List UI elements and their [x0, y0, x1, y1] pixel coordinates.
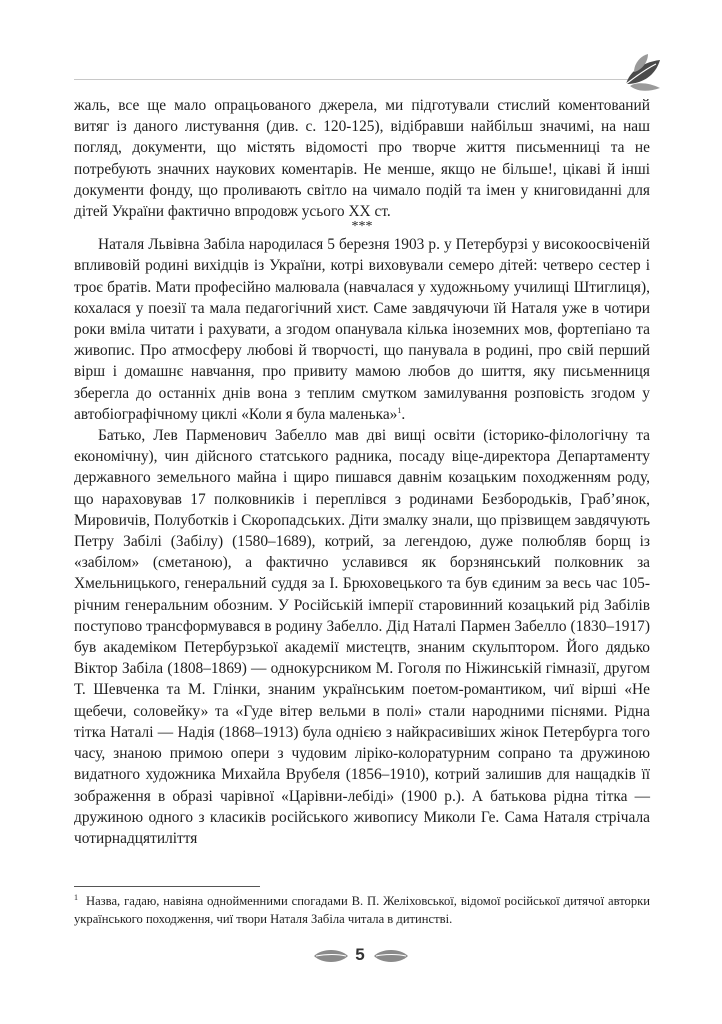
footnote-text: Назва, гадаю, навіяна однойменними спогадами В. П. Желіховської, відомої російської дитячої авторки українського походження, чиї твори Наталя Забіла читала в дитинстві.	[74, 894, 650, 926]
paragraph-birth-text: Наталя Львівна Забіла народилася 5 березня 1903 р. у Петербурзі у високоосвіченій впливовій родині вихідців із України, котрі виховували семеро дітей: четверо сестер і троє братів. Мати професійно малювала (навчалася у художньому училищі Штиглиця), кохалася у поезії та мала педагогічний хист. Саме завдячуючи їй Наталя уже в чотири роки вміла читати і рахувати, а згодом опанувала кілька іноземних мов, фортепіано та живопис. Про атмосферу любові й творчості, що панувала в родині, про свій перший вірш і домашнє навчання, про привиту мамою любов до шиття, яку письменниця зберегла до останніх днів вона з теплим смутком замилування розповість згодом у автобіографічному циклі «Коли я була маленька»	[74, 236, 650, 423]
page-number-area	[300, 942, 420, 972]
footnote-rule	[74, 886, 260, 887]
paragraph-birth-end: .	[401, 405, 406, 423]
header-rule	[74, 79, 634, 80]
paragraph-birth	[74, 234, 650, 425]
intro-paragraph: жаль, все ще мало опрацьованого джерела, ми підготували стислий коментований витяг із даного листування (див. с. 120-125), відібравши найбільш значимі, на наш погляд, документи, що містять відомості про творче життя письменниці та не потребують значних наукових коментарів. Не менше, якщо не більше!, цікаві й інші документи фонду, що проливають світло на чимало подій та імен у книговиданні для дітей України фактично впродовж усього XX ст.	[74, 97, 650, 221]
section-separator: ***	[351, 219, 373, 235]
footnote	[74, 893, 650, 928]
footnote-mark: 1	[74, 892, 78, 902]
main-text	[74, 95, 650, 849]
paragraph-family: Батько, Лев Парменович Забелло мав дві вищі освіти (історико-філологічну та економічну), чин дійсного статського радника, посаду віце-директора Департаменту державного земельного майна і щиро пишався давнім козацьким походженням роду, що нараховував 17 полковників і переплівся з родинами Безбородьків, Граб’янок, Мировичів, Полуботків і Скоропадських. Діти змалку знали, що прізвищем завдячують Петру Забілі (Забілу) (1580–1689), котрий, за легендою, дуже полюбляв борщ із «забілом» (сметаною), а фактично уславився як борзнянський полковник за Хмельницького, генеральний суддя за І. Брюховецького та був єдиним за весь час 105-річним генеральним обозним. У Російській імперії старовинний козацький рід Забілів поступово трансформувався в родину Забелло. Дід Наталі Пармен Забелло (1830–1917) був академіком Петербурзької академії мистецтв, знаним скульптором. Його дядько Віктор Забіла (1808–1869) — однокурсником М. Гоголя по Ніжинській гімназії, другом Т. Шевченка та М. Глінки, знаним українським поетом-романтиком, чиї вірші «Не щебечи, соловейку» та «Гуде вітер вельми в полі» стали народними піснями. Рідна тітка Наталі — Надія (1868–1913) була однією з найкрасивіших жінок Петербурга того часу, знаною примою опери з чудовим ліріко-колоратурним сопрано та дружиною видатного художника Михайла Врубеля (1856–1910), котрий залишив для нащадків її зображення в образі чарівної «Царівни-лебіді» (1900 р.). А батькова рідна тітка — дружиною одного з класиків російського живопису Миколи Ге. Сама Наталя стрічала чотирнадцятиліття	[74, 427, 650, 847]
page-number: 5	[355, 945, 365, 964]
leaf-right-icon	[372, 948, 410, 964]
leaf-ornament-icon	[620, 52, 664, 92]
footnote-ref[interactable]: 1	[397, 405, 402, 415]
